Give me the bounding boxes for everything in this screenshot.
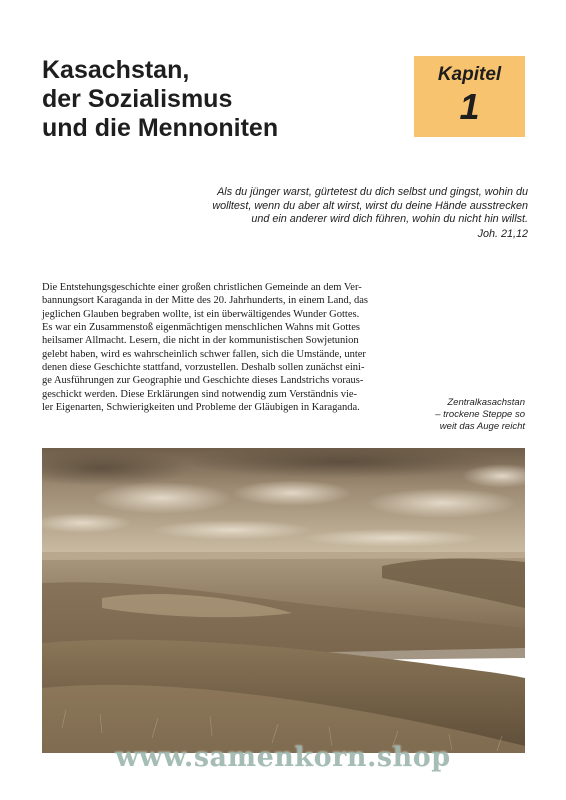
quote-reference: Joh. 21,12 (477, 227, 528, 240)
caption-line-3: weit das Auge reicht (439, 421, 525, 432)
body-line-3: jeglichen Glauben begraben wollte, ist ein überwältigendes Wunder Gottes. (42, 308, 360, 320)
body-line-5: heilsamer Allmacht. Lesern, die nicht in der kommunistischen Sowjetunion (42, 335, 359, 347)
website-watermark: www.samenkorn.shop (115, 742, 451, 773)
body-line-4: Es war ein Zusammenstoß eigenmächtigen menschlichen Wahns mit Gottes (42, 322, 360, 334)
steppe-photo-image (42, 448, 525, 753)
chapter-title-line-1: Kasachstan, (42, 56, 190, 84)
chapter-title-line-2: der Sozialismus (42, 85, 233, 113)
body-line-2: bannungsort Karaganda in der Mitte des 20. Jahrhunderts, in einem Land, das (42, 295, 368, 307)
chapter-number: 1 (459, 86, 480, 127)
quote-line-1: Als du jünger warst, gürtetest du dich selbst und gingst, wohin du (217, 186, 528, 198)
body-line-8: ge Ausführungen zur Geographie und Geschichte dieses Landstrichs voraus- (42, 375, 364, 387)
body-line-7: denen diese Geschichte stattfand, vorzustellen. Deshalb sollen zunächst eini- (42, 362, 365, 374)
body-paragraph (42, 281, 402, 414)
body-line-9: geschickt werden. Diese Erklärungen sind notwendig zum Verständnis vie- (42, 388, 358, 400)
caption-line-1: Zentralkasachstan (447, 397, 525, 408)
epigraph-quote (150, 186, 528, 241)
body-line-1: Die Entstehungsgeschichte einer großen christlichen Gemeinde an dem Ver- (42, 282, 362, 293)
photo-caption (415, 397, 525, 433)
caption-line-2: – trockene Steppe so (435, 409, 525, 420)
quote-line-2: wolltest, wenn du aber alt wirst, wirst du deine Hände ausstrecken (212, 199, 528, 212)
quote-line-3: und ein anderer wird dich führen, wohin du nicht hin willst. (251, 213, 528, 225)
body-line-6: gelebt haben, wird es wahrscheinlich schwer fallen, sich die Umstände, unter (42, 348, 366, 360)
steppe-photo (42, 448, 525, 753)
chapter-label: Kapitel (437, 64, 502, 85)
chapter-title-line-3: und die Mennoniten (42, 114, 279, 142)
chapter-badge (414, 56, 525, 137)
chapter-title (42, 56, 382, 143)
body-line-10: ler Eigenarten, Schwierigkeiten und Probleme der Gläubigen in Karaganda. (42, 402, 360, 414)
